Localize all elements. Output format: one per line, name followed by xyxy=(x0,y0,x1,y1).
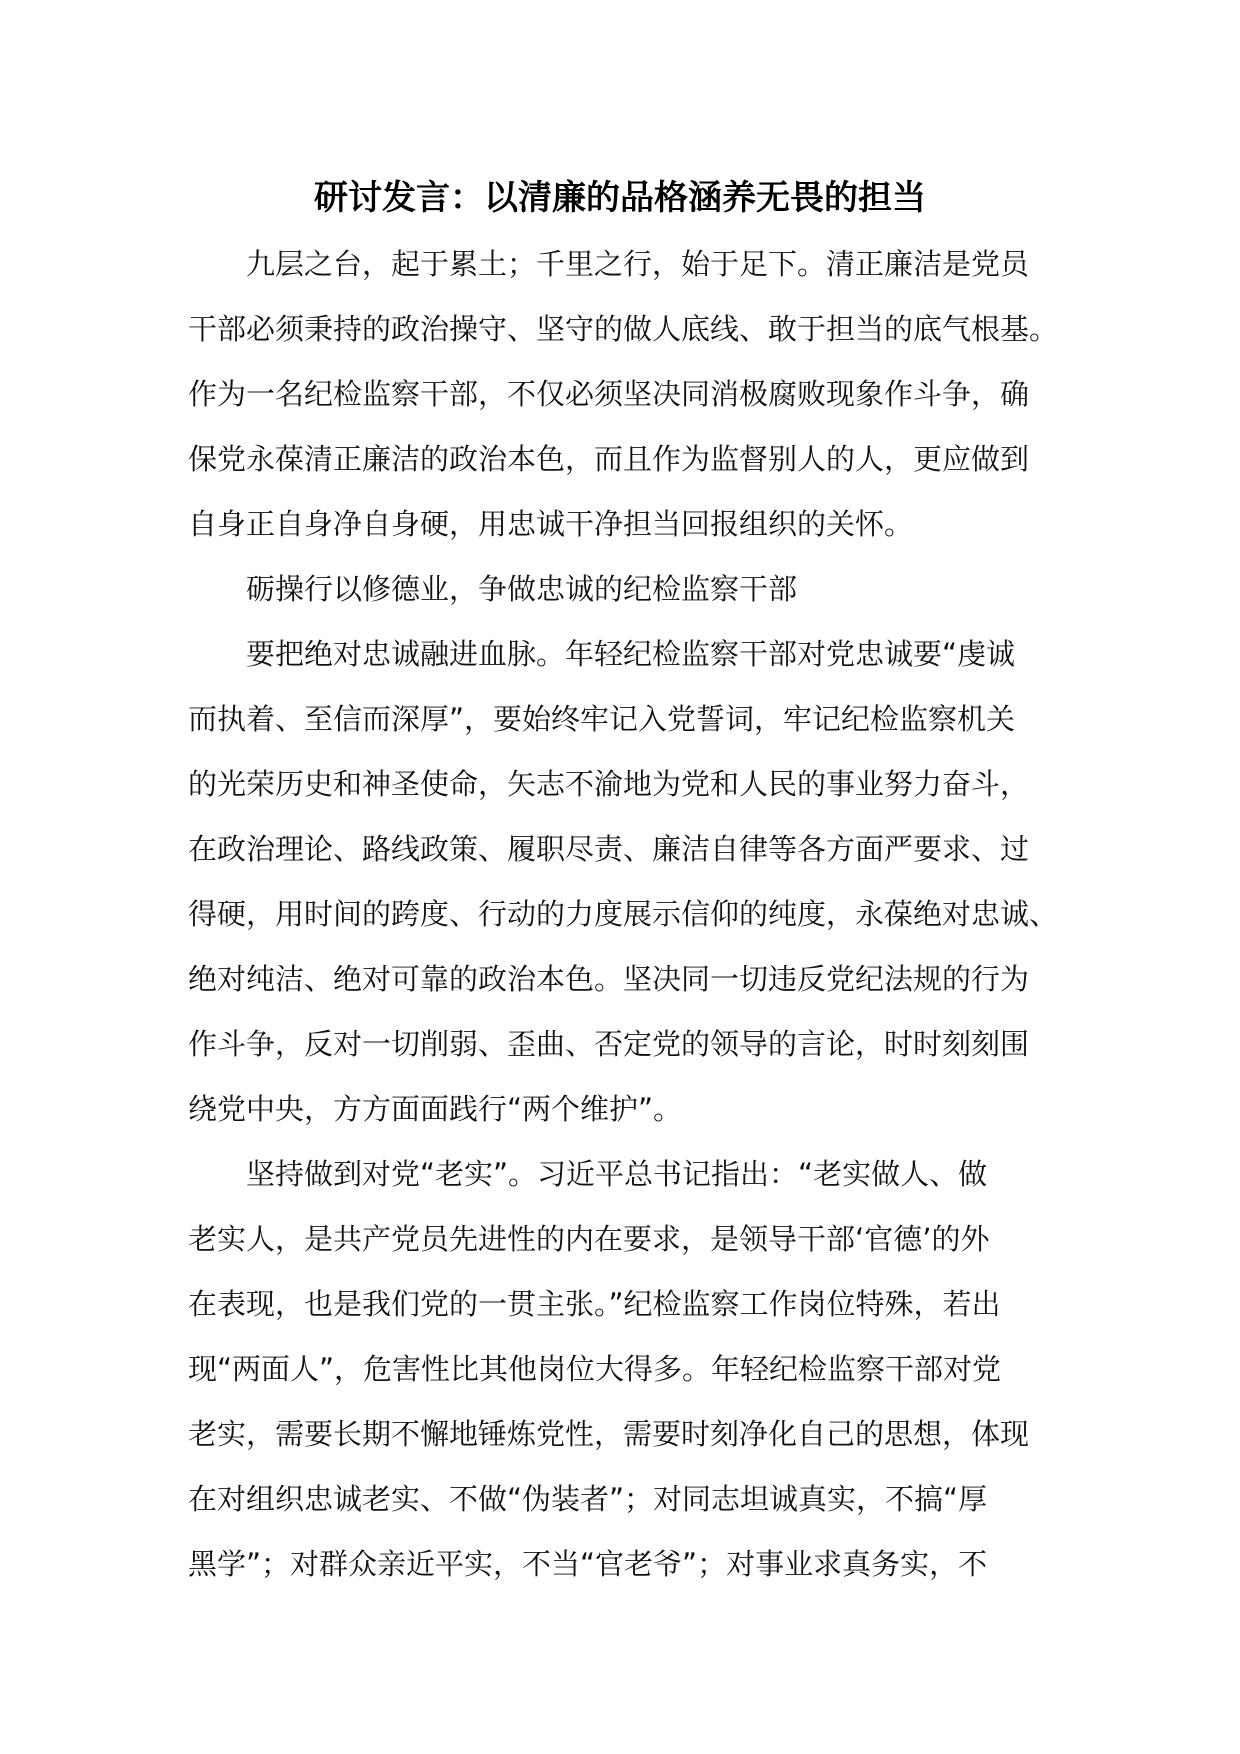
paragraph-1-line-1: 九层之台，起于累土；千里之行，始于足下。清正廉洁是党员 xyxy=(246,247,1030,281)
paragraph-1-line-2: 干部必须秉持的政治操守、坚守的做人底线、敢于担当的底气根基。 xyxy=(188,312,1059,346)
paragraph-3-line-1: 坚持做到对党“老实”。习近平总书记指出：“老实做人、做 xyxy=(246,1157,988,1191)
paragraph-3-line-6: 在对组织忠诚老实、不做“伪装者”；对同志坦诚真实，不搞“厚 xyxy=(188,1482,988,1516)
paragraph-2-line-1: 要把绝对忠诚融进血脉。年轻纪检监察干部对党忠诚要“虔诚 xyxy=(246,637,1016,671)
paragraph-1-line-3: 作为一名纪检监察干部，不仅必须坚决同消极腐败现象作斗争，确 xyxy=(188,377,1030,411)
paragraph-2-line-5: 得硬，用时间的跨度、行动的力度展示信仰的纯度，永葆绝对忠诚、 xyxy=(188,897,1059,931)
paragraph-2-line-8: 绕党中央，方方面面践行“两个维护”。 xyxy=(188,1092,683,1126)
paragraph-2-line-6: 绝对纯洁、绝对可靠的政治本色。坚决同一切违反党纪法规的行为 xyxy=(188,962,1030,996)
paragraph-1-line-4: 保党永葆清正廉洁的政治本色，而且作为监督别人的人，更应做到 xyxy=(188,442,1030,476)
document-title: 研讨发言：以清廉的品格涵养无畏的担当 xyxy=(314,178,926,218)
paragraph-1-line-5: 自身正自身净自身硬，用忠诚干净担当回报组织的关怀。 xyxy=(188,507,914,541)
paragraph-2-line-3: 的光荣历史和神圣使命，矢志不渝地为党和人民的事业努力奋斗， xyxy=(188,767,1030,801)
paragraph-3-line-3: 在表现，也是我们党的一贯主张。”纪检监察工作岗位特殊，若出 xyxy=(188,1287,1001,1321)
paragraph-3-line-7: 黑学”；对群众亲近平实，不当“官老爷”；对事业求真务实，不 xyxy=(188,1547,988,1581)
paragraph-2-line-2: 而执着、至信而深厚”，要始终牢记入党誓词，牢记纪检监察机关 xyxy=(188,702,1016,736)
paragraph-2-line-7: 作斗争，反对一切削弱、歪曲、否定党的领导的言论，时时刻刻围 xyxy=(188,1027,1030,1061)
paragraph-2-line-4: 在政治理论、路线政策、履职尽责、廉洁自律等各方面严要求、过 xyxy=(188,832,1030,866)
paragraph-3-line-4: 现“两面人”，危害性比其他岗位大得多。年轻纪检监察干部对党 xyxy=(188,1352,1002,1386)
section-heading: 砺操行以修德业，争做忠诚的纪检监察干部 xyxy=(246,572,798,606)
paragraph-3-line-2: 老实人，是共产党员先进性的内在要求，是领导干部‘官德’的外 xyxy=(188,1222,990,1256)
document-body xyxy=(188,232,1064,1597)
paragraph-3-line-5: 老实，需要长期不懈地锤炼党性，需要时刻净化自己的思想，体现 xyxy=(188,1417,1030,1451)
